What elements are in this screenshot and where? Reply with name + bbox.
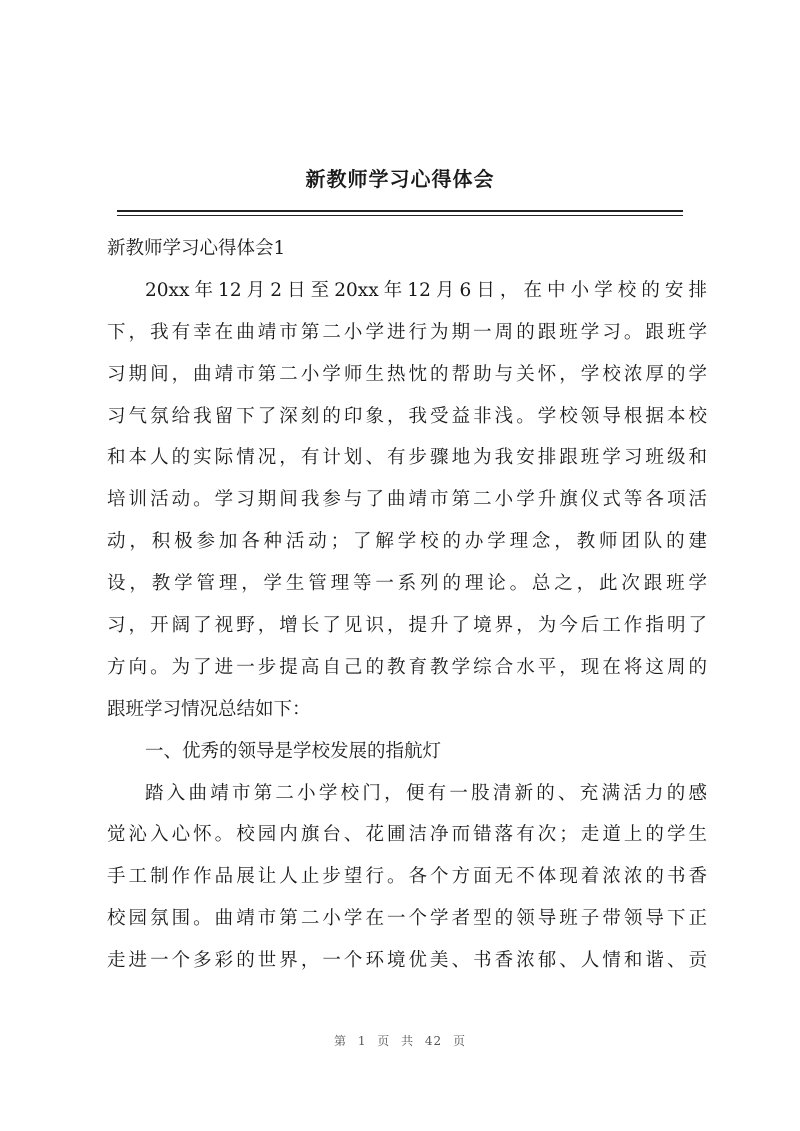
paragraph-line: 培训活动。学习期间我参与了曲靖市第二小学升旗仪式等各项活 bbox=[107, 489, 707, 511]
section-heading: 新教师学习心得体会1 bbox=[107, 238, 286, 259]
paragraph-line: 20xx年12月2日至20xx年12月6日，在中小学校的安排 bbox=[145, 279, 707, 301]
paragraph-line: 习，开阔了视野，增长了见识，提升了境界，为今后工作指明了 bbox=[107, 615, 707, 637]
page-number-footer: 第 1 页 共 42 页 bbox=[334, 1034, 466, 1048]
title-rule-thin bbox=[117, 215, 683, 216]
document-title: 新教师学习心得体会 bbox=[305, 167, 495, 191]
paragraph-line: 设，教学管理，学生管理等一系列的理论。总之，此次跟班学 bbox=[107, 573, 707, 595]
paragraph-line: 动，积极参加各种活动；了解学校的办学理念，教师团队的建 bbox=[107, 531, 707, 553]
paragraph-line: 习期间，曲靖市第二小学师生热忱的帮助与关怀，学校浓厚的学 bbox=[107, 363, 707, 385]
paragraph-line: 走进一个多彩的世界，一个环境优美、书香浓郁、人情和谐、贡 bbox=[107, 950, 707, 972]
paragraph-line: 觉沁入心怀。校园内旗台、花圃洁净而错落有次；走道上的学生 bbox=[107, 824, 707, 846]
paragraph-line: 跟班学习情况总结如下： bbox=[107, 698, 311, 720]
document-body bbox=[107, 228, 707, 982]
title-rule-thick bbox=[117, 210, 683, 212]
subsection-heading: 一、优秀的领导是学校发展的指航灯 bbox=[145, 740, 442, 762]
paragraph-line: 校园氛围。曲靖市第二小学在一个学者型的领导班子带领导下正 bbox=[107, 908, 707, 930]
paragraph-line: 习气氛给我留下了深刻的印象，我受益非浅。学校领导根据本校 bbox=[107, 405, 707, 427]
paragraph-line: 踏入曲靖市第二小学校门，便有一股清新的、充满活力的感 bbox=[145, 782, 707, 804]
paragraph-line: 下，我有幸在曲靖市第二小学进行为期一周的跟班学习。跟班学 bbox=[107, 321, 707, 343]
paragraph-line: 和本人的实际情况，有计划、有步骤地为我安排跟班学习班级和 bbox=[107, 447, 707, 469]
paragraph-line: 方向。为了进一步提高自己的教育教学综合水平，现在将这周的 bbox=[107, 656, 707, 678]
paragraph-line: 手工制作作品展让人止步望行。各个方面无不体现着浓浓的书香 bbox=[107, 866, 707, 888]
